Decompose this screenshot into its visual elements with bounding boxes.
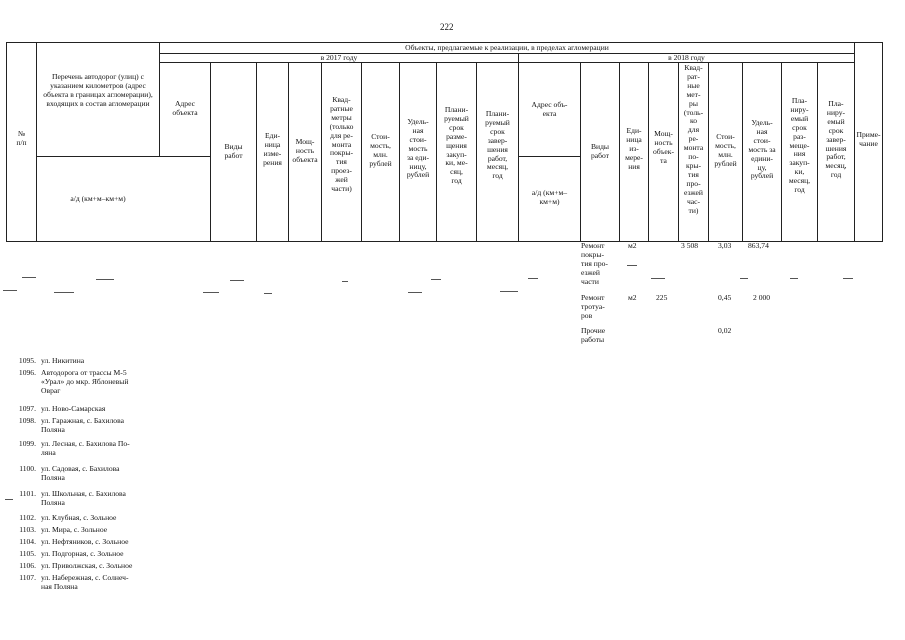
page-number: 222 — [440, 22, 454, 32]
col-note-header: Приме- чание — [856, 131, 881, 148]
col-road-sub-header: а/д (км+м–км+м) — [70, 195, 126, 203]
year-2017-header: в 2017 году — [320, 54, 358, 62]
street-name: ул. Приволжская, с. Зольное — [41, 561, 133, 570]
col-2017-plan-end: Плани- руемый срок завер- шения работ, месяц, год — [485, 110, 510, 181]
street-name: ул. Подгорная, с. Зольное — [41, 549, 124, 558]
street-number: 1101. — [19, 489, 36, 498]
street-name: ул. Нефтяников, с. Зольное — [41, 537, 129, 546]
objects-header: Объекты, предлагаемые к реализации, в пределах агломерации — [405, 44, 609, 52]
street-number: 1096. — [18, 368, 36, 377]
col-2017-cost: Стои- мость, млн. рублей — [369, 133, 392, 168]
street-name: ул. Садовая, с. Бахилова Поляна — [41, 464, 120, 482]
street-number: 1097. — [18, 404, 36, 413]
street-name: ул. Набережная, с. Солнеч- ная Поляна — [41, 573, 129, 591]
col-2018-plan-end: Пла- ниру- емый срок завер- шения работ, месяц, год — [825, 100, 847, 180]
work-type: Ремонт тротуа- ров — [581, 293, 605, 320]
col-2017-sqm: Квад- ратные метры (только для ре- монта покры- тия проез- жей части) — [329, 96, 354, 194]
work-cost: 3,03 — [718, 241, 732, 250]
work-cost: 0,02 — [718, 326, 732, 335]
col-2018-sqm: Квад- рат- ные мет- ры (толь- ко для ре- монта по- кры- тия про- езжей час- ти) — [683, 64, 704, 215]
street-name: ул. Гаражная, с. Бахилова Поляна — [41, 416, 124, 434]
col-2017-power: Мощ- ность объекта — [292, 138, 318, 164]
street-name: ул. Школьная, с. Бахилова Поляна — [41, 489, 126, 507]
col-2018-addr-sub: а/д (км+м– км+м) — [531, 189, 568, 206]
col-road-list-header: Перечень автодорог (улиц) с указанием километров (адрес объекта в границах агломерации), входящих в состав агломерации — [43, 73, 153, 108]
work-type: Прочие работы — [581, 326, 606, 344]
street-name: ул. Никитина — [41, 356, 85, 365]
col-2018-plan-buy: Пла- ниру- емый срок раз- меще- ния закуп- ки, месяц, год — [788, 97, 811, 195]
col-num-header: № п/п — [16, 130, 27, 147]
street-number: 1104. — [19, 537, 36, 546]
col-2018-spec: Удель- ная стои- мость за едини- цу, рублей — [748, 119, 776, 181]
col-2017-works: Виды работ — [224, 143, 243, 160]
street-name: ул. Лесная, с. Бахилова По- ляна — [41, 439, 130, 457]
col-2017-addr: Адрес объекта — [172, 100, 198, 117]
street-name: Автодорога от трассы М-5 «Урал» до мкр. Яблоневый Овраг — [41, 368, 129, 395]
street-name: ул. Клубная, с. Зольное — [41, 513, 117, 522]
work-unit: м2 — [628, 241, 637, 250]
street-name: ул. Мира, с. Зольное — [41, 525, 108, 534]
street-number: 1095. — [18, 356, 36, 365]
street-number: 1106. — [19, 561, 36, 570]
street-number: 1100. — [19, 464, 36, 473]
col-2018-power: Мощ- ность объек- та — [653, 130, 674, 165]
street-number: 1107. — [19, 573, 36, 582]
work-sqm: 3 508 — [681, 241, 699, 250]
work-type: Ремонт покры- тия про- езжей части — [581, 241, 608, 286]
work-spec: 863,74 — [748, 241, 769, 250]
work-cost: 0,45 — [718, 293, 732, 302]
work-unit: м2 — [628, 293, 637, 302]
street-number: 1103. — [19, 525, 36, 534]
col-2018-works: Виды работ — [590, 143, 610, 160]
col-2017-plan-buy: Плани- руемый срок разме- щения закуп- ки, ме- сяц, год — [444, 106, 469, 186]
work-spec: 2 000 — [753, 293, 771, 302]
col-2017-spec: Удель- ная стои- мость за еди- ницу, рублей — [406, 118, 430, 180]
street-number: 1098. — [18, 416, 36, 425]
street-number: 1105. — [19, 549, 36, 558]
work-power: 225 — [656, 293, 668, 302]
street-name: ул. Ново-Самарская — [41, 404, 106, 413]
col-2017-unit: Еди- ница изме- рения — [263, 132, 282, 167]
street-number: 1099. — [18, 439, 36, 448]
col-2018-addr: Адрес объ- екта — [531, 101, 568, 118]
year-2018-header: в 2018 году — [668, 54, 705, 62]
col-2018-unit: Еди- ница из- мере- ния — [625, 127, 643, 171]
street-number: 1102. — [19, 513, 36, 522]
col-2018-cost: Стои- мость, млн. рублей — [714, 133, 737, 168]
